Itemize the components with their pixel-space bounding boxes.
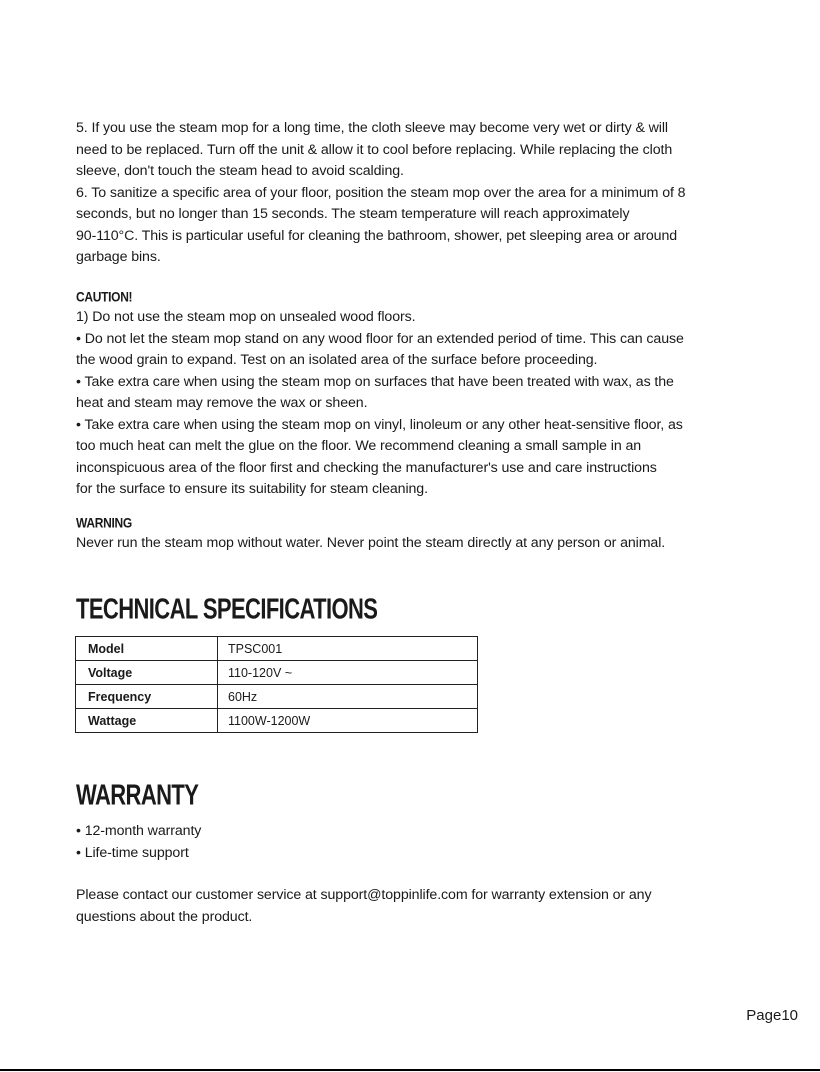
text-line: Please contact our customer service at support@toppinlife.com for warranty extension or any (76, 887, 652, 903)
text-line: inconspicuous area of the floor first and checking the manufacturer's use and care instructions (76, 459, 657, 476)
specs-table (75, 636, 478, 733)
text-line: 1) Do not use the steam mop on unsealed wood floors. (76, 309, 416, 325)
spec-key: Frequency (76, 685, 218, 709)
text-line: • Take extra care when using the steam mop on surfaces that have been treated with wax, as the (76, 373, 674, 390)
text-line: heat and steam may remove the wax or sheen. (76, 395, 368, 411)
table-row (76, 709, 478, 733)
warranty-heading: WARRANTY (76, 778, 199, 811)
text-line: 90-110°C. This is particular useful for cleaning the bathroom, shower, pet sleeping area or around (76, 227, 678, 244)
spec-value: 1100W-1200W (218, 709, 478, 733)
table-row (76, 637, 478, 661)
spec-value: 110-120V ~ (218, 661, 478, 685)
caution-text (76, 307, 756, 501)
text-line: Never run the steam mop without water. Never point the steam directly at any person or animal. (76, 535, 666, 551)
text-line: seconds, but no longer than 15 seconds. The steam temperature will reach approximately (76, 206, 630, 222)
text-line: garbage bins. (76, 249, 161, 265)
text-line: need to be replaced. Turn off the unit & allow it to cool before replacing. While replacing the cloth (76, 141, 673, 158)
spec-value: 60Hz (218, 685, 478, 709)
text-line: 5. If you use the steam mop for a long time, the cloth sleeve may become very wet or dirty & will (76, 120, 668, 136)
intro-instructions (76, 118, 756, 269)
text-line: • Do not let the steam mop stand on any wood floor for an extended period of time. This can cause (76, 330, 684, 347)
text-line: questions about the product. (76, 908, 253, 925)
list-item: • 12-month warranty (76, 823, 202, 839)
page-number: Page10 (746, 1007, 798, 1024)
text-line: the wood grain to expand. Test on an isolated area of the surface before proceeding. (76, 352, 598, 368)
caution-label: CAUTION! (76, 289, 133, 306)
text-line: sleeve, don't touch the steam head to avoid scalding. (76, 163, 404, 179)
warning-label: WARNING (76, 515, 132, 532)
list-item: • Life-time support (76, 844, 189, 861)
warranty-list (76, 821, 756, 864)
table-row (76, 685, 478, 709)
warranty-contact (76, 885, 756, 928)
text-line: 6. To sanitize a specific area of your floor, position the steam mop over the area for a minimum of 8 (76, 184, 686, 201)
spec-key: Voltage (76, 661, 218, 685)
spec-key: Wattage (76, 709, 218, 733)
spec-value: TPSC001 (218, 637, 478, 661)
table-row (76, 661, 478, 685)
warning-text (76, 533, 756, 555)
footer-divider (0, 1069, 820, 1071)
text-line: • Take extra care when using the steam mop on vinyl, linoleum or any other heat-sensitive floor, as (76, 416, 683, 433)
text-line: for the surface to ensure its suitability for steam cleaning. (76, 481, 428, 497)
text-line: too much heat can melt the glue on the floor. We recommend cleaning a small sample in an (76, 438, 642, 454)
spec-key: Model (76, 637, 218, 661)
specs-heading: TECHNICAL SPECIFICATIONS (76, 592, 378, 625)
